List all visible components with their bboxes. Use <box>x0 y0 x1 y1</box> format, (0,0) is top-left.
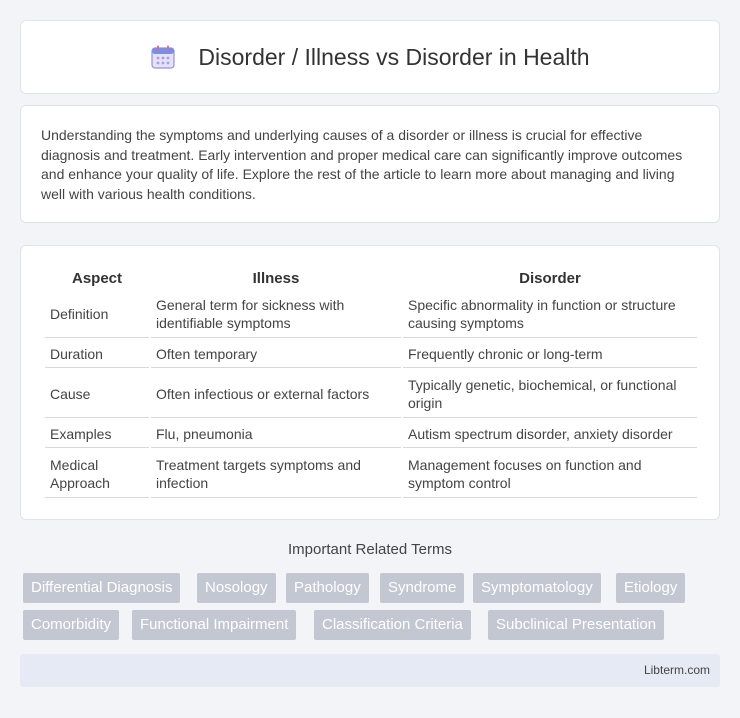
intro-card <box>20 105 720 223</box>
cell-illness: Often temporary <box>151 340 401 368</box>
cell-aspect: Medical Approach <box>45 450 149 498</box>
table-row <box>45 420 697 448</box>
calendar-icon <box>150 44 176 70</box>
cell-disorder: Frequently chronic or long-term <box>403 340 697 368</box>
table-row <box>45 450 697 498</box>
cell-aspect: Cause <box>45 370 149 418</box>
footer-brand-link[interactable]: Libterm.com <box>643 663 710 677</box>
tag-etiology[interactable]: Etiology <box>616 573 685 603</box>
header-disorder: Disorder <box>519 269 581 287</box>
cell-disorder: Typically genetic, biochemical, or functional origin <box>403 370 697 418</box>
table-header-row <box>45 268 697 288</box>
tag-nosology[interactable]: Nosology <box>197 573 276 603</box>
header-aspect: Aspect <box>71 269 123 287</box>
cell-illness: Flu, pneumonia <box>151 420 401 448</box>
cell-aspect: Duration <box>45 340 149 368</box>
tag-subclinical-presentation[interactable]: Subclinical Presentation <box>488 610 664 640</box>
comparison-table <box>43 266 699 500</box>
tag-functional-impairment[interactable]: Functional Impairment <box>132 610 296 640</box>
cell-illness: Treatment targets symptoms and infection <box>151 450 401 498</box>
cell-aspect: Examples <box>45 420 149 448</box>
comparison-table-card <box>20 245 720 520</box>
tag-pathology[interactable]: Pathology <box>286 573 369 603</box>
table-row <box>45 290 697 338</box>
tag-classification-criteria[interactable]: Classification Criteria <box>314 610 471 640</box>
table-row <box>45 370 697 418</box>
cell-illness: General term for sickness with identifiable symptoms <box>151 290 401 338</box>
intro-text: Understanding the symptoms and underlying causes of a disorder or illness is crucial for effective diagnosis and treatment. Early intervention and proper medical care can significantly improve outcomes and enhance your quality of life. Explore the rest of the article to learn more about managing and living well with various health conditions. <box>41 127 683 202</box>
footer <box>20 654 720 687</box>
cell-disorder: Autism spectrum disorder, anxiety disorder <box>403 420 697 448</box>
tag-syndrome[interactable]: Syndrome <box>380 573 464 603</box>
cell-illness: Often infectious or external factors <box>151 370 401 418</box>
page-title: Disorder / Illness vs Disorder in Health <box>198 43 590 70</box>
header-illness: Illness <box>252 269 300 287</box>
header-card <box>20 20 720 94</box>
tag-differential-diagnosis[interactable]: Differential Diagnosis <box>23 573 180 603</box>
tag-comorbidity[interactable]: Comorbidity <box>23 610 119 640</box>
table-row <box>45 340 697 368</box>
related-terms-title: Important Related Terms <box>288 541 452 558</box>
cell-aspect: Definition <box>45 290 149 338</box>
cell-disorder: Management focuses on function and symptom control <box>403 450 697 498</box>
tag-symptomatology[interactable]: Symptomatology <box>473 573 601 603</box>
cell-disorder: Specific abnormality in function or structure causing symptoms <box>403 290 697 338</box>
